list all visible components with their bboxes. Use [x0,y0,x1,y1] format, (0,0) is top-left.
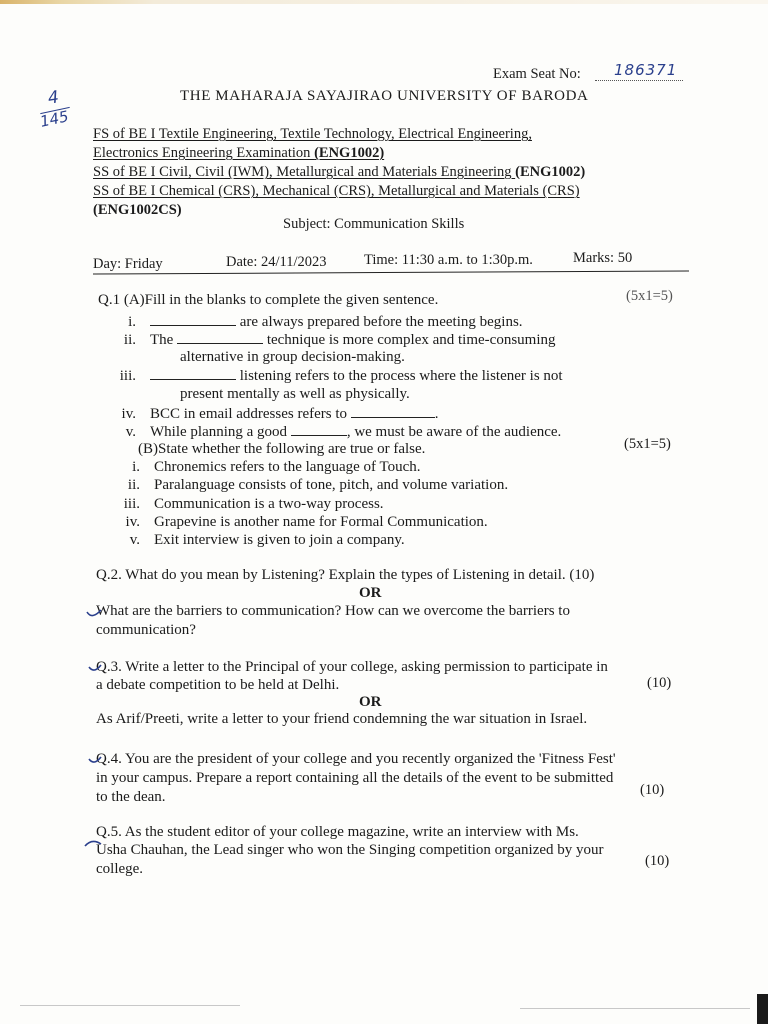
item-number: iii. [119,368,136,384]
item-number: iii. [123,496,140,512]
item-text-pre: BCC in email addresses refers to [150,406,351,422]
exam-line-2-text: Electronics Engineering Examination [93,145,315,161]
hand-marks: 4 [46,87,61,109]
q4-line-2: in your campus. Prepare a report containing all the details of the event to be submitted [96,770,614,786]
q3-or: OR [359,694,382,710]
q3-line-1: Q.3. Write a letter to the Principal of your college, asking permission to participate in [96,659,608,675]
hand-total: 145 [38,107,71,131]
item-text-post: , we must be aware of the audience. [346,424,562,440]
seat-number-line [595,80,683,81]
fill-blank [150,367,236,380]
pen-mark-icon [86,608,102,622]
item-number: iv. [121,406,136,422]
item-number: ii. [123,332,136,348]
item-text: Paralanguage consists of tone, pitch, and volume variation. [154,477,509,493]
fill-blank [150,313,236,326]
item-text: Communication is a two-way process. [154,496,384,512]
item-text: Exit interview is given to join a company. [154,532,405,548]
seat-number-label: Exam Seat No: [493,66,581,82]
q2-text: Q.2. What do you mean by Listening? Explain the types of Listening in detail. (10) [96,567,595,583]
exam-time: Time: 11:30 a.m. to 1:30p.m. [364,252,533,268]
item-text-pre: While planning a good [150,424,291,440]
q1a-item-3 [108,367,563,385]
pen-mark-icon [84,836,102,850]
q5-line-1: Q.5. As the student editor of your college magazine, write an interview with Ms. [96,824,579,840]
q4-marks: (10) [640,782,665,798]
item-text-pre: The [150,332,178,348]
item-text: Chronemics refers to the language of Touch. [154,459,421,475]
q1a-marks: (5x1=5) [626,288,673,304]
exam-day: Day: Friday [93,256,163,272]
scan-edge-shadow [757,994,768,1024]
exam-line-2-code: (ENG1002) [314,145,385,161]
seat-number-value: 186371 [614,61,678,79]
subject: Subject: Communication Skills [283,216,465,232]
item-text-post: listening refers to the process where the listener is not [236,368,563,384]
item-text-post: are always prepared before the meeting begins. [236,314,523,330]
q1b-item-4 [112,514,488,531]
exam-line-3-text: SS of BE I Civil, Civil (IWM), Metallurgical and Materials Engineering [93,164,516,180]
exam-line-5: (ENG1002CS) [93,202,182,218]
q4-line-1: Q.4. You are the president of your college and you recently organized the 'Fitness Fest' [96,751,616,767]
exam-marks: Marks: 50 [573,250,633,266]
item-number: ii. [127,477,140,493]
scan-artifact-line [520,1008,750,1009]
q1a-item-4 [108,405,439,423]
item-number: iv. [125,514,140,530]
exam-line-2 [93,145,384,162]
q5-line-2: Usha Chauhan, the Lead singer who won the Singing competition organized by your [96,842,604,858]
pen-mark-icon [88,662,102,676]
q1b-item-2 [112,477,508,494]
scan-edge [0,0,768,4]
exam-date: Date: 24/11/2023 [226,254,327,270]
q3-line-2: a debate competition to be held at Delhi. [96,677,340,693]
q1a-item-1 [108,313,523,331]
item-number: i. [128,314,136,330]
item-text-post: . [434,406,439,422]
item-number: v. [129,532,140,548]
item-text: Grapevine is another name for Formal Communication. [154,514,488,530]
q3-marks: (10) [647,675,672,691]
exam-line-3-code: (ENG1002) [515,164,586,180]
q1a-item-5 [108,423,561,441]
exam-line-1: FS of BE I Textile Engineering, Textile Technology, Electrical Engineering, [93,126,532,142]
q2-alt-line-2: communication? [96,622,196,638]
q1a-title: Q.1 (A)Fill in the blanks to complete the given sentence. [98,292,439,308]
item-number: v. [125,424,136,440]
q1b-item-5 [112,532,405,549]
q1b-marks: (5x1=5) [624,436,671,452]
q1a-item-3-cont: present mentally as well as physically. [180,386,410,402]
fill-blank [177,331,263,344]
q4-line-3: to the dean. [96,789,166,805]
q1b-item-3 [112,496,384,513]
fill-blank [291,423,347,436]
item-text-post: technique is more complex and time-consuming [263,332,556,348]
q3-alt: As Arif/Preeti, write a letter to your friend condemning the war situation in Israel. [96,711,588,727]
q5-line-3: college. [96,861,144,877]
q1a-item-2 [108,331,556,349]
exam-line-3 [93,164,585,181]
exam-line-4: SS of BE I Chemical (CRS), Mechanical (CRS), Metallurgical and Materials (CRS) [93,183,580,199]
pen-mark-icon [88,754,102,768]
q5-marks: (10) [645,853,670,869]
header-rule [93,270,689,274]
q1a-item-2-cont: alternative in group decision-making. [180,349,405,365]
item-number: i. [132,459,140,475]
fill-blank [351,405,435,418]
q2-alt-line-1: What are the barriers to communication? How can we overcome the barriers to [96,603,570,619]
q2-or: OR [359,585,382,601]
university-name: THE MAHARAJA SAYAJIRAO UNIVERSITY OF BARODA [180,88,589,104]
q1b-item-1 [112,459,421,476]
scan-artifact-line [20,1005,240,1006]
q1b-title: (B)State whether the following are true or false. [138,441,426,457]
